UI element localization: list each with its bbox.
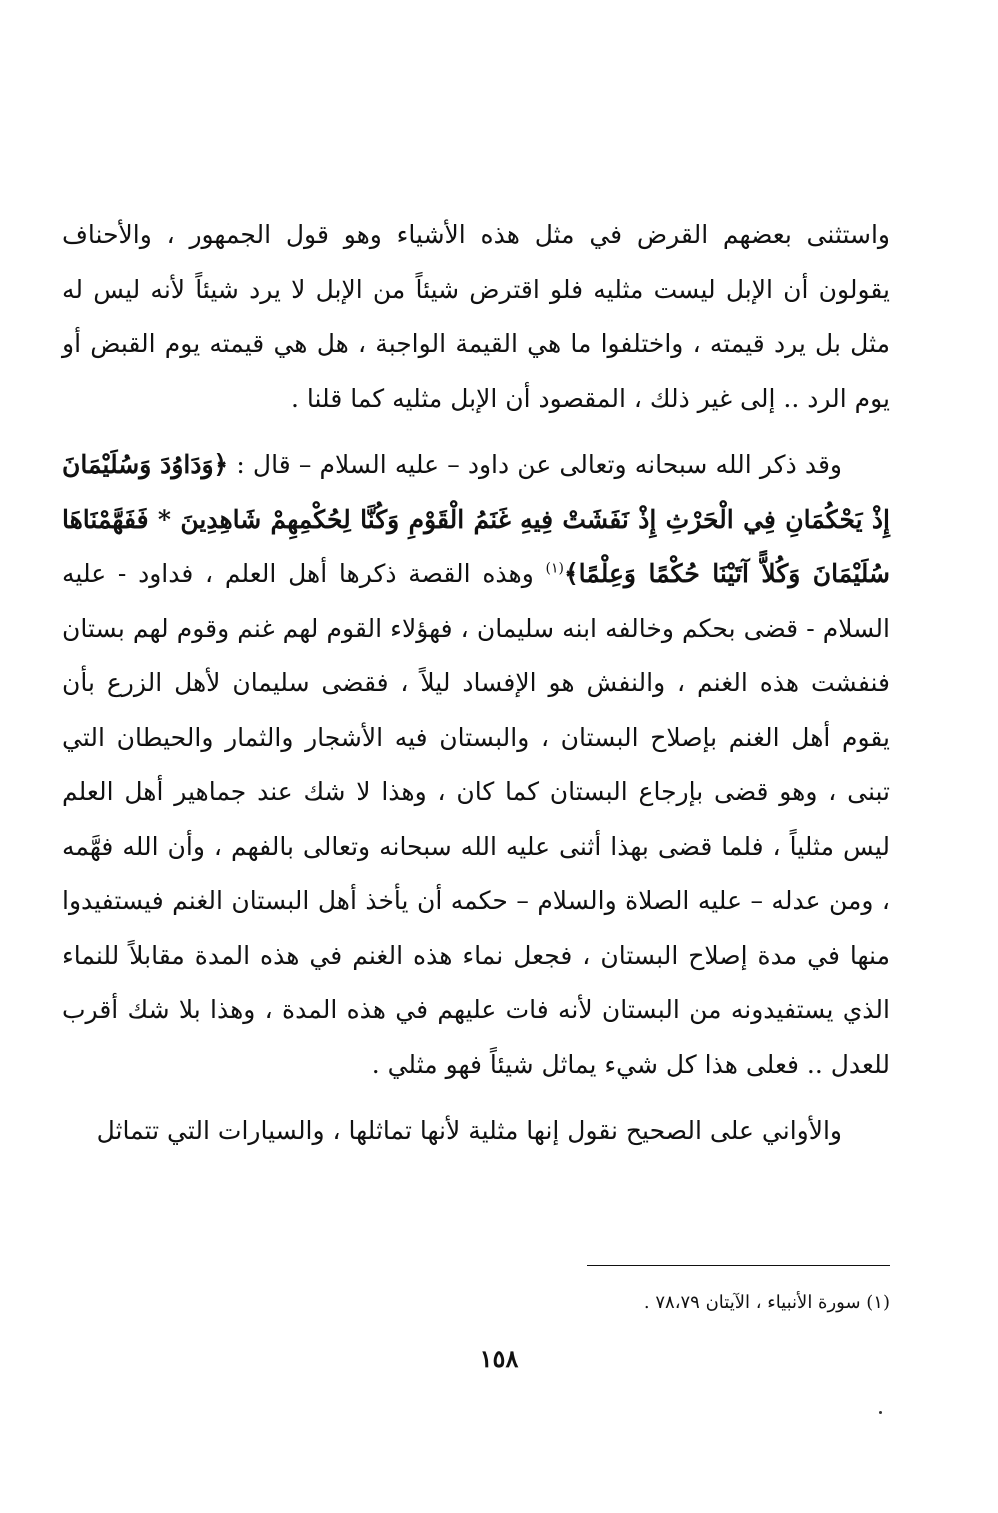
scan-dot <box>879 1411 882 1414</box>
paragraph-text: والأواني على الصحيح نقول إنها مثلية لأنها تماثلها ، والسيارات التي تتماثل <box>96 1116 842 1145</box>
footnote-reference: (١) <box>545 560 564 577</box>
paragraph <box>62 438 890 1092</box>
footnote: (١) سورة الأنبياء ، الآيتان ٧٨،٧٩ . <box>643 1292 890 1313</box>
page-number: ١٥٨ <box>479 1344 519 1373</box>
paragraph <box>62 208 890 426</box>
paragraph-text: وقد ذكر الله سبحانه وتعالى عن داود – عليه السلام – قال : <box>228 450 843 479</box>
paragraph-text: واستثنى بعضهم القرض في مثل هذه الأشياء وهو قول الجمهور ، والأحناف يقولون أن الإبل ليست مثليه فلو اقترض شيئاً من الإبل لا يرد شيئاً لأنه ليس له مثل بل يرد قيمته ، واختلفوا ما هي القيمة الواجبة ، هل هي قيمته يوم القبض أو يوم الرد .. إلى غير ذلك ، المقصود أن الإبل مثليه كما قلنا . <box>62 220 890 413</box>
quran-verse: ﴿وَدَاوُدَ وَسُلَيْمَانَ إِذْ يَحْكُمَانِ فِي الْحَرْثِ إِذْ نَفَشَتْ فِيهِ غَنَمُ الْقَوْمِ وَكُنَّا لِحُكْمِهِمْ شَاهِدِينَ * فَفَهَّمْنَاهَا سُلَيْمَانَ وَكُلاًّ آتَيْنَا حُكْمًا وَعِلْمًا﴾ <box>62 450 890 588</box>
paragraph <box>62 1104 890 1159</box>
main-text <box>62 208 890 1159</box>
paragraph-text: وهذه القصة ذكرها أهل العلم ، فداود - عليه السلام - قضى بحكم وخالفه ابنه سليمان ، فهؤلاء القوم لهم غنم وقوم لهم بستان فنفشت هذه الغنم ، والنفش هو الإفساد ليلاً ، فقضى سليمان لأهل الزرع بأن يقوم أهل الغنم بإصلاح البستان ، والبستان فيه الأشجار والثمار والحيطان التي تبنى ، وهو قضى بإرجاع البستان كما كان ، وهذا لا شك عند جماهير أهل العلم ليس مثلياً ، فلما قضى بهذا أثنى عليه الله سبحانه وتعالى بالفهم ، وأن الله فهَّمه ، ومن عدله – عليه الصلاة والسلام – حكمه أن يأخذ أهل البستان الغنم فيستفيدوا منها في مدة إصلاح البستان ، فجعل نماء هذه الغنم في هذه المدة مقابلاً للنماء الذي يستفيدونه من البستان لأنه فات عليهم في هذه المدة ، وهذا بلا شك أقرب للعدل .. فعلى هذا كل شيء يماثل شيئاً فهو مثلي . <box>62 559 890 1079</box>
